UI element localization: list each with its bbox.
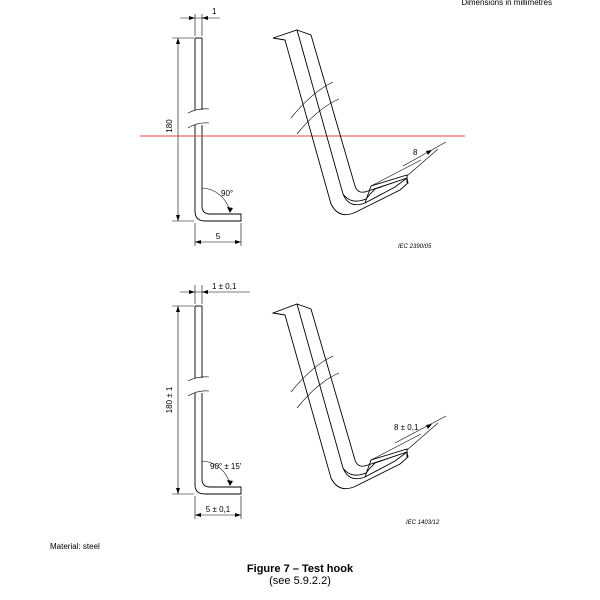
top-foot-arrow-left [195, 240, 201, 244]
top-tip-dim-line [403, 142, 446, 166]
bottom-iec-ref: IEC 1403/12 [406, 520, 440, 526]
bottom-foot-label: 5 ± 0,1 [205, 505, 231, 514]
units-note: Dimensions in millimetres [461, 0, 552, 7]
top-iso-break-mark [291, 82, 339, 134]
bottom-thickness-arrow-left [189, 290, 195, 294]
top-thickness-arrow-left [189, 16, 195, 20]
top-tip-label: 8 [413, 148, 418, 157]
top-tip-ext-2 [407, 149, 438, 176]
top-angle-arrow [227, 207, 233, 213]
bottom-hook-iso [273, 304, 408, 489]
figure-caption [0, 563, 600, 587]
caption-subtitle: (see 5.9.2.2) [269, 575, 331, 587]
material-note: Material: steel [50, 542, 100, 551]
top-thickness-arrow-right [202, 16, 208, 20]
top-thickness-label: 1 [212, 7, 217, 16]
bottom-tip-label: 8 ± 0,1 [394, 423, 419, 432]
top-length-arrow-bottom [176, 215, 180, 221]
caption-title: Figure 7 – Test hook [246, 563, 354, 575]
bottom-figure [165, 282, 446, 526]
bottom-break-mark [188, 377, 209, 396]
bottom-length-label: 180 ± 1 [165, 386, 174, 414]
top-angle-label: 90° [221, 189, 234, 198]
bottom-foot-arrow-left [195, 513, 201, 517]
bottom-length-arrow-bottom [176, 488, 180, 494]
top-break-mark [188, 109, 209, 128]
top-length-arrow-top [176, 38, 180, 44]
top-length-label: 180 [165, 119, 174, 133]
bottom-thickness-label: 1 ± 0,1 [212, 282, 237, 291]
top-figure [140, 7, 465, 250]
top-foot-arrow-right [235, 240, 241, 244]
top-hook-iso [273, 30, 408, 215]
top-foot-label: 5 [215, 232, 221, 241]
bottom-tip-arrow [426, 424, 432, 429]
bottom-iso-break-mark [291, 356, 339, 408]
bottom-thickness-arrow-right [202, 290, 208, 294]
bottom-angle-arrow [227, 480, 233, 486]
bottom-length-arrow-top [176, 306, 180, 312]
top-tip-arrow [426, 150, 432, 155]
bottom-foot-arrow-right [235, 513, 241, 517]
bottom-angle-label: 90° ± 15' [210, 462, 242, 471]
top-iec-ref: IEC 2390/05 [398, 244, 432, 250]
